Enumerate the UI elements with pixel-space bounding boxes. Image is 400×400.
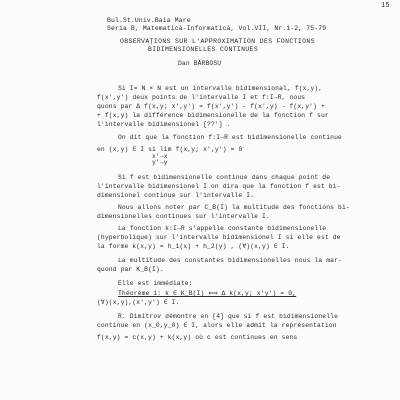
paragraph-line: quons par Δ f(x,y; x',y') = f(x',y') - f(x',y) - f(x,y') + — [97, 103, 325, 110]
theorem-statement: Théorème 1: k ∈ K_B(I) ⟺ Δ k(x,y; x'y') = 0, — [118, 290, 297, 297]
paragraph-line: dimensionelles continues sur l'intervalle I. — [97, 213, 270, 220]
page-number: 15 — [381, 2, 390, 10]
paragraph-line: La fonction k:I→R s'appelle constante bidimensionelle — [118, 225, 327, 232]
paragraph-line: Nous allons noter par C_B(I) la multitude des fonctions bi- — [118, 204, 350, 211]
paragraph-line: dimensionel continue sur l'intervalle I. — [97, 192, 255, 199]
paragraph-line: l'intervalle bidimensionel [??'] . — [97, 121, 231, 128]
paragraph-line: R. Dimitrov démontre en [4] que si f est bidimensionelle — [118, 313, 339, 320]
paper-title-line-2: BIDIMENSIONELLES CONTINUES — [148, 46, 259, 53]
paragraph-line: Elle est immédiate: — [118, 280, 193, 287]
author: Dan BĂRBOSU — [178, 60, 222, 67]
paragraph-line: (hyperbolique) sur l'intervalle bidimensionel I si elle est de — [97, 234, 341, 241]
paragraph-line: continue en (x_0,y_0) ∈ I, alors elle admit la représentation — [97, 322, 337, 329]
paragraph-line: en (x,y) ∈ I si lim f(x,y; x',y') = 0 — [97, 146, 243, 153]
paragraph-line: Si f est bidimensionelle continue dans chaque point de — [118, 174, 331, 181]
paragraph-line: La multitude des constantes bidimensionelles nous la mar- — [118, 257, 342, 264]
paragraph-line: On dit que la fonction f:I→R est bidimensionelle continue — [118, 134, 342, 141]
paper-title-line-1: OBSERVAŢIONS SUR L'APPROXIMATION DES FONCTIONS — [120, 38, 315, 45]
paragraph-line: Si I= N × N est un intervalle bidimensional, f(x,y), — [118, 85, 323, 92]
journal-series: Seria B, Matematică-Informatică, Vol.VII, Nr.1-2, 75-79 — [107, 25, 327, 32]
paragraph-line: l'intervalle bidimensionel I on dira que la fonction f est bi- — [97, 183, 341, 190]
paragraph-line: f(x',y') deux points de l'intervalle I et f:I→R, nous — [97, 94, 306, 101]
theorem-condition: (∀)(x,y),(x',y') ∈ I. — [97, 299, 180, 306]
paragraph-line: + f(x,y) la différence bidimensionelle de la fonction f sur — [97, 112, 329, 119]
limit-subscript: y'→y — [152, 159, 168, 166]
paragraph-line: quond par K_B(I). — [97, 266, 164, 273]
limit-subscript: x'→x — [152, 153, 168, 160]
journal-name: Bul.St.Univ.Baia Mare — [107, 17, 191, 24]
paragraph-line: f(x,y) = c(x,y) + k(x,y) où c est continues en sens — [97, 334, 298, 341]
paragraph-line: la forme k(x,y) = h_1(x) + h_2(y) , (∀)(x,y) ∈ I. — [97, 243, 290, 250]
